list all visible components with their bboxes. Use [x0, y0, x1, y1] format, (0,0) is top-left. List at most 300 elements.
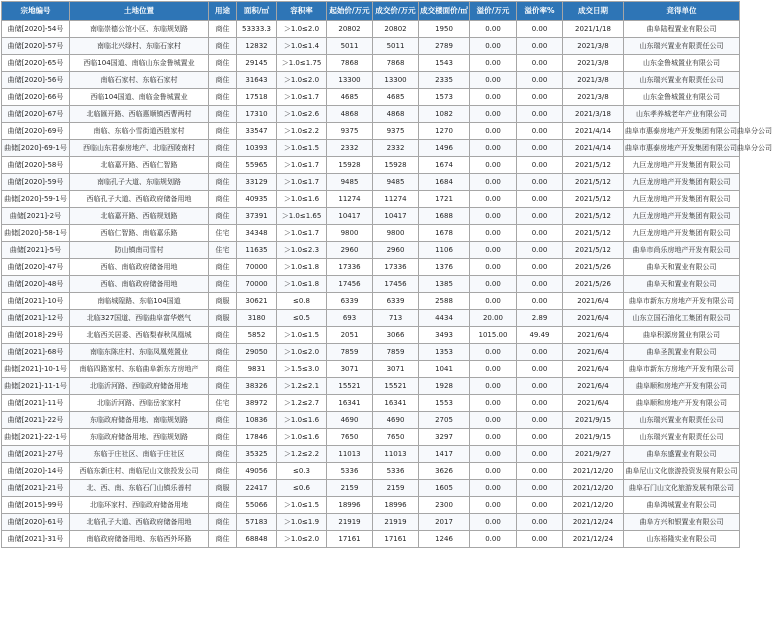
cell-land-use: 商住 — [209, 174, 237, 191]
cell-premium: 0.00 — [470, 208, 517, 225]
cell-deal-price: 7650 — [373, 429, 419, 446]
table-row — [2, 429, 740, 446]
cell-deal-date: 2021/6/4 — [563, 395, 624, 412]
cell-floor-price: 2335 — [419, 72, 470, 89]
cell-premium: 0.00 — [470, 140, 517, 157]
cell-area: 53333.3 — [237, 21, 277, 38]
cell-winning-bidder: 九巨龙房地产开发集团有限公司 — [624, 174, 740, 191]
table-row — [2, 395, 740, 412]
cell-area: 17518 — [237, 89, 277, 106]
cell-deal-date: 2021/3/8 — [563, 89, 624, 106]
cell-location: 南临政府储备用地、东临西外环路 — [70, 531, 209, 548]
cell-deal-price: 9485 — [373, 174, 419, 191]
cell-area: 34348 — [237, 225, 277, 242]
cell-premium: 0.00 — [470, 89, 517, 106]
cell-plot-ratio: ＞1.0≤1.6 — [277, 412, 327, 429]
cell-floor-price: 1353 — [419, 344, 470, 361]
cell-deal-price: 4868 — [373, 106, 419, 123]
table-row — [2, 38, 740, 55]
cell-starting-price: 5336 — [327, 463, 373, 480]
cell-plot-ratio: ＞1.0≤1.9 — [277, 514, 327, 531]
cell-location: 东临政府储备用地、南临规划路 — [70, 412, 209, 429]
cell-premium-rate: 0.00 — [517, 174, 563, 191]
cell-starting-price: 4685 — [327, 89, 373, 106]
cell-location: 北、西、南、东临石门山镇乐善村 — [70, 480, 209, 497]
cell-land-use: 商服 — [209, 310, 237, 327]
cell-area: 31643 — [237, 72, 277, 89]
table-row — [2, 514, 740, 531]
cell-deal-price: 18996 — [373, 497, 419, 514]
cell-land-use: 商住 — [209, 514, 237, 531]
column-header-land-use: 用途 — [209, 2, 237, 21]
cell-floor-price: 1376 — [419, 259, 470, 276]
cell-premium-rate: 0.00 — [517, 106, 563, 123]
cell-land-use: 商住 — [209, 208, 237, 225]
cell-starting-price: 2332 — [327, 140, 373, 157]
cell-area: 38326 — [237, 378, 277, 395]
cell-location: 南临四路家村、东临曲阜新东方房地产 — [70, 361, 209, 378]
cell-starting-price: 10417 — [327, 208, 373, 225]
cell-premium: 0.00 — [470, 157, 517, 174]
cell-location: 西临、南临政府储备用地 — [70, 259, 209, 276]
cell-location: 北临匯开路、西临惠顺镇西曹两村 — [70, 106, 209, 123]
cell-land-use: 商服 — [209, 480, 237, 497]
cell-floor-price: 1605 — [419, 480, 470, 497]
cell-deal-date: 2021/6/4 — [563, 327, 624, 344]
cell-premium-rate: 0.00 — [517, 276, 563, 293]
cell-floor-price: 1385 — [419, 276, 470, 293]
cell-area: 17846 — [237, 429, 277, 446]
cell-deal-price: 11274 — [373, 191, 419, 208]
cell-parcel-id: 曲储[2020]-56号 — [2, 72, 70, 89]
cell-premium-rate: 0.00 — [517, 259, 563, 276]
cell-premium: 0.00 — [470, 106, 517, 123]
cell-location: 防山镇南司雪村 — [70, 242, 209, 259]
cell-deal-price: 10417 — [373, 208, 419, 225]
cell-starting-price: 2159 — [327, 480, 373, 497]
cell-starting-price: 9800 — [327, 225, 373, 242]
cell-deal-date: 2021/12/24 — [563, 531, 624, 548]
table-row — [2, 21, 740, 38]
cell-premium-rate: 0.00 — [517, 395, 563, 412]
cell-area: 49056 — [237, 463, 277, 480]
cell-land-use: 商住 — [209, 191, 237, 208]
cell-floor-price: 4434 — [419, 310, 470, 327]
cell-winning-bidder: 九巨龙房地产开发集团有限公司 — [624, 208, 740, 225]
cell-deal-price: 713 — [373, 310, 419, 327]
cell-location: 北临环家村、西临政府储备用地 — [70, 497, 209, 514]
cell-area: 17310 — [237, 106, 277, 123]
cell-parcel-id: 曲储[2020]-58-1号 — [2, 225, 70, 242]
cell-area: 11635 — [237, 242, 277, 259]
cell-plot-ratio: ＞1.0≤1.5 — [277, 497, 327, 514]
cell-parcel-id: 曲储[2018]-29号 — [2, 327, 70, 344]
cell-premium: 0.00 — [470, 259, 517, 276]
column-header-premium-rate: 溢价率% — [517, 2, 563, 21]
table-row — [2, 123, 740, 140]
cell-deal-date: 2021/4/14 — [563, 123, 624, 140]
cell-deal-price: 5011 — [373, 38, 419, 55]
cell-location: 西临仁智路、南临嘉乐路 — [70, 225, 209, 242]
cell-parcel-id: 曲储[2020]-58号 — [2, 157, 70, 174]
cell-floor-price: 1674 — [419, 157, 470, 174]
cell-premium-rate: 0.00 — [517, 446, 563, 463]
cell-floor-price: 1543 — [419, 55, 470, 72]
cell-floor-price: 1928 — [419, 378, 470, 395]
cell-premium: 0.00 — [470, 463, 517, 480]
cell-area: 68848 — [237, 531, 277, 548]
table-row — [2, 378, 740, 395]
cell-parcel-id: 曲储[2021]-31号 — [2, 531, 70, 548]
cell-parcel-id: 曲储[2021]-11-1号 — [2, 378, 70, 395]
cell-land-use: 商住 — [209, 446, 237, 463]
cell-premium: 0.00 — [470, 480, 517, 497]
cell-starting-price: 17336 — [327, 259, 373, 276]
cell-floor-price: 1950 — [419, 21, 470, 38]
cell-deal-price: 21919 — [373, 514, 419, 531]
cell-starting-price: 3071 — [327, 361, 373, 378]
cell-floor-price: 1270 — [419, 123, 470, 140]
cell-deal-date: 2021/12/20 — [563, 463, 624, 480]
cell-deal-date: 2021/3/8 — [563, 55, 624, 72]
cell-plot-ratio: ＞1.0≤1.7 — [277, 157, 327, 174]
cell-plot-ratio: ＞1.0≤2.2 — [277, 123, 327, 140]
cell-deal-price: 17161 — [373, 531, 419, 548]
cell-parcel-id: 曲储[2020]-61号 — [2, 514, 70, 531]
cell-plot-ratio: ＞1.0≤1.7 — [277, 89, 327, 106]
cell-winning-bidder: 山东瑞兴置业有限责任公司 — [624, 412, 740, 429]
cell-premium: 0.00 — [470, 395, 517, 412]
cell-premium: 0.00 — [470, 531, 517, 548]
cell-parcel-id: 曲储[2020]-14号 — [2, 463, 70, 480]
cell-premium: 0.00 — [470, 497, 517, 514]
cell-premium-rate: 0.00 — [517, 361, 563, 378]
cell-deal-date: 2021/6/4 — [563, 361, 624, 378]
cell-starting-price: 17456 — [327, 276, 373, 293]
cell-land-use: 商住 — [209, 123, 237, 140]
cell-deal-price: 2332 — [373, 140, 419, 157]
cell-starting-price: 17161 — [327, 531, 373, 548]
cell-parcel-id: 曲储[2021]-27号 — [2, 446, 70, 463]
cell-winning-bidder: 曲阜市惠泰房地产开发集团有限公司曲阜分公司 — [624, 123, 740, 140]
cell-deal-date: 2021/5/12 — [563, 225, 624, 242]
cell-floor-price: 3626 — [419, 463, 470, 480]
cell-premium-rate: 0.00 — [517, 38, 563, 55]
cell-parcel-id: 曲储[2020]-69-1号 — [2, 140, 70, 157]
cell-plot-ratio: ＞1.2≤2.1 — [277, 378, 327, 395]
cell-winning-bidder: 曲阜方兴和银置业有限公司 — [624, 514, 740, 531]
cell-floor-price: 1573 — [419, 89, 470, 106]
cell-premium-rate: 0.00 — [517, 497, 563, 514]
cell-premium: 0.00 — [470, 276, 517, 293]
cell-location: 南临北兴绿村、东临石家村 — [70, 38, 209, 55]
cell-deal-price: 2159 — [373, 480, 419, 497]
cell-land-use: 商住 — [209, 378, 237, 395]
cell-premium: 20.00 — [470, 310, 517, 327]
cell-premium-rate: 2.89 — [517, 310, 563, 327]
cell-plot-ratio: ＞1.0≤2.3 — [277, 242, 327, 259]
cell-deal-date: 2021/3/8 — [563, 72, 624, 89]
cell-land-use: 商住 — [209, 157, 237, 174]
cell-premium: 0.00 — [470, 361, 517, 378]
cell-deal-date: 2021/9/15 — [563, 429, 624, 446]
cell-location: 南临崇德公馆小区、东临规划路 — [70, 21, 209, 38]
cell-starting-price: 7650 — [327, 429, 373, 446]
cell-deal-price: 20802 — [373, 21, 419, 38]
cell-area: 3180 — [237, 310, 277, 327]
cell-deal-price: 4690 — [373, 412, 419, 429]
cell-location: 北临沂河路、西临岳家家村 — [70, 395, 209, 412]
cell-land-use: 商住 — [209, 140, 237, 157]
cell-deal-date: 2021/5/12 — [563, 242, 624, 259]
cell-premium: 0.00 — [470, 242, 517, 259]
cell-deal-price: 16341 — [373, 395, 419, 412]
cell-land-use: 商住 — [209, 38, 237, 55]
cell-plot-ratio: ＞1.0≤1.75 — [277, 55, 327, 72]
cell-deal-date: 2021/5/12 — [563, 157, 624, 174]
cell-land-use: 商住 — [209, 531, 237, 548]
table-body — [2, 21, 772, 548]
cell-floor-price: 1678 — [419, 225, 470, 242]
cell-area: 5852 — [237, 327, 277, 344]
cell-premium-rate: 0.00 — [517, 463, 563, 480]
cell-deal-price: 2960 — [373, 242, 419, 259]
cell-plot-ratio: ＞1.0≤2.6 — [277, 106, 327, 123]
cell-plot-ratio: ＞1.2≤2.7 — [277, 395, 327, 412]
cell-deal-price: 11013 — [373, 446, 419, 463]
cell-parcel-id: 曲储[2020]-69号 — [2, 123, 70, 140]
cell-deal-price: 9375 — [373, 123, 419, 140]
cell-deal-price: 13300 — [373, 72, 419, 89]
cell-area: 55965 — [237, 157, 277, 174]
cell-deal-date: 2021/5/12 — [563, 208, 624, 225]
cell-premium: 0.00 — [470, 55, 517, 72]
cell-premium-rate: 0.00 — [517, 21, 563, 38]
cell-area: 33547 — [237, 123, 277, 140]
cell-plot-ratio: ≤0.5 — [277, 310, 327, 327]
cell-starting-price: 2051 — [327, 327, 373, 344]
cell-starting-price: 11274 — [327, 191, 373, 208]
cell-deal-price: 7859 — [373, 344, 419, 361]
cell-parcel-id: 曲储[2020]-67号 — [2, 106, 70, 123]
table-row — [2, 225, 740, 242]
cell-premium-rate: 0.00 — [517, 123, 563, 140]
cell-area: 57183 — [237, 514, 277, 531]
cell-land-use: 商住 — [209, 89, 237, 106]
column-header-winning-bidder: 竞得单位 — [624, 2, 740, 21]
cell-area: 29145 — [237, 55, 277, 72]
cell-starting-price: 4690 — [327, 412, 373, 429]
cell-winning-bidder: 山东立国石油化工集团有限公司 — [624, 310, 740, 327]
cell-plot-ratio: ＞1.0≤1.6 — [277, 429, 327, 446]
column-header-floor-price: 成交楼面价/㎡ — [419, 2, 470, 21]
cell-floor-price: 1721 — [419, 191, 470, 208]
cell-land-use: 商住 — [209, 55, 237, 72]
cell-parcel-id: 曲储[2015]-99号 — [2, 497, 70, 514]
cell-winning-bidder: 曲阜尼山文化旅游投资发展有限公司 — [624, 463, 740, 480]
cell-plot-ratio: ≤0.8 — [277, 293, 327, 310]
cell-winning-bidder: 山东瑞兴置业有限责任公司 — [624, 38, 740, 55]
cell-premium-rate: 0.00 — [517, 208, 563, 225]
table-row — [2, 72, 740, 89]
cell-floor-price: 1688 — [419, 208, 470, 225]
table-row — [2, 259, 740, 276]
cell-premium-rate: 0.00 — [517, 429, 563, 446]
cell-parcel-id: 曲储[2021]-12号 — [2, 310, 70, 327]
cell-floor-price: 1684 — [419, 174, 470, 191]
cell-deal-date: 2021/12/24 — [563, 514, 624, 531]
cell-land-use: 住宅 — [209, 395, 237, 412]
cell-premium-rate: 0.00 — [517, 72, 563, 89]
table-header-row — [2, 2, 740, 21]
cell-area: 37391 — [237, 208, 277, 225]
cell-premium: 0.00 — [470, 191, 517, 208]
cell-winning-bidder: 九巨龙房地产开发集团有限公司 — [624, 225, 740, 242]
cell-premium-rate: 0.00 — [517, 89, 563, 106]
cell-parcel-id: 曲储[2021]-22号 — [2, 412, 70, 429]
cell-plot-ratio: ＞1.0≤1.4 — [277, 38, 327, 55]
cell-parcel-id: 曲储[2021]-5号 — [2, 242, 70, 259]
cell-winning-bidder: 曲阜积源房置业有限公司 — [624, 327, 740, 344]
cell-winning-bidder: 山东金鲁城置业有限公司 — [624, 89, 740, 106]
cell-plot-ratio: ＞1.0≤2.0 — [277, 21, 327, 38]
table-row — [2, 412, 740, 429]
cell-land-use: 住宅 — [209, 225, 237, 242]
cell-winning-bidder: 曲阜石门山文化旅游发展有限公司 — [624, 480, 740, 497]
cell-winning-bidder: 曲阜市新东方房地产开发有限公司 — [624, 361, 740, 378]
cell-land-use: 商住 — [209, 463, 237, 480]
table-row — [2, 446, 740, 463]
cell-area: 40935 — [237, 191, 277, 208]
cell-area: 55066 — [237, 497, 277, 514]
cell-premium-rate: 0.00 — [517, 140, 563, 157]
cell-floor-price: 1417 — [419, 446, 470, 463]
cell-premium: 0.00 — [470, 38, 517, 55]
cell-winning-bidder: 曲阜鸿城置业有限公司 — [624, 497, 740, 514]
cell-plot-ratio: ＞1.0≤1.65 — [277, 208, 327, 225]
cell-premium-rate: 0.00 — [517, 225, 563, 242]
cell-deal-price: 15928 — [373, 157, 419, 174]
cell-land-use: 商服 — [209, 293, 237, 310]
cell-land-use: 商住 — [209, 361, 237, 378]
cell-plot-ratio: ≤0.3 — [277, 463, 327, 480]
cell-winning-bidder: 山东金鲁城置业有限公司 — [624, 55, 740, 72]
cell-deal-date: 2021/5/26 — [563, 276, 624, 293]
cell-deal-price: 15521 — [373, 378, 419, 395]
cell-premium-rate: 0.00 — [517, 242, 563, 259]
cell-starting-price: 13300 — [327, 72, 373, 89]
cell-floor-price: 1082 — [419, 106, 470, 123]
cell-deal-date: 2021/5/26 — [563, 259, 624, 276]
cell-premium-rate: 0.00 — [517, 55, 563, 72]
cell-land-use: 商住 — [209, 429, 237, 446]
cell-deal-price: 9800 — [373, 225, 419, 242]
table-row — [2, 106, 740, 123]
table-row — [2, 140, 740, 157]
cell-starting-price: 7868 — [327, 55, 373, 72]
cell-deal-price: 17336 — [373, 259, 419, 276]
cell-plot-ratio: ＞1.0≤1.7 — [277, 225, 327, 242]
table-row — [2, 327, 740, 344]
cell-floor-price: 2588 — [419, 293, 470, 310]
land-transaction-table — [1, 1, 772, 548]
cell-premium: 0.00 — [470, 412, 517, 429]
cell-location: 北临嘉开路、西临仁智路 — [70, 157, 209, 174]
cell-location: 南临石家村、东临石家村 — [70, 72, 209, 89]
table-row — [2, 242, 740, 259]
cell-starting-price: 9375 — [327, 123, 373, 140]
cell-floor-price: 1553 — [419, 395, 470, 412]
cell-starting-price: 693 — [327, 310, 373, 327]
cell-premium: 0.00 — [470, 174, 517, 191]
cell-floor-price: 2300 — [419, 497, 470, 514]
cell-winning-bidder: 山东裕隆实业有限公司 — [624, 531, 740, 548]
cell-deal-price: 7868 — [373, 55, 419, 72]
cell-plot-ratio: ＞1.0≤1.8 — [277, 259, 327, 276]
cell-winning-bidder: 曲阜市新东方房地产开发有限公司 — [624, 293, 740, 310]
cell-deal-date: 2021/3/18 — [563, 106, 624, 123]
cell-premium-rate: 0.00 — [517, 531, 563, 548]
cell-land-use: 商住 — [209, 497, 237, 514]
cell-plot-ratio: ＞1.0≤2.0 — [277, 344, 327, 361]
cell-winning-bidder: 山东孝养城老年产业有限公司 — [624, 106, 740, 123]
cell-starting-price: 15521 — [327, 378, 373, 395]
cell-premium: 0.00 — [470, 21, 517, 38]
cell-premium: 0.00 — [470, 378, 517, 395]
cell-location: 南临东陈庄村、东临凤凰苑置业 — [70, 344, 209, 361]
cell-premium: 0.00 — [470, 225, 517, 242]
cell-premium-rate: 0.00 — [517, 480, 563, 497]
cell-parcel-id: 曲储[2021]-10号 — [2, 293, 70, 310]
cell-premium-rate: 0.00 — [517, 412, 563, 429]
cell-location: 西临、南临政府储备用地 — [70, 276, 209, 293]
table-row — [2, 361, 740, 378]
cell-deal-date: 2021/5/12 — [563, 174, 624, 191]
cell-winning-bidder: 九巨龙房地产开发集团有限公司 — [624, 157, 740, 174]
cell-premium: 0.00 — [470, 429, 517, 446]
cell-floor-price: 2705 — [419, 412, 470, 429]
cell-parcel-id: 曲储[2021]-11号 — [2, 395, 70, 412]
cell-floor-price: 3297 — [419, 429, 470, 446]
table-row — [2, 191, 740, 208]
cell-starting-price: 18996 — [327, 497, 373, 514]
cell-plot-ratio: ＞1.2≤2.2 — [277, 446, 327, 463]
cell-starting-price: 6339 — [327, 293, 373, 310]
cell-plot-ratio: ＞1.0≤1.7 — [277, 174, 327, 191]
cell-premium: 0.00 — [470, 344, 517, 361]
cell-area: 22417 — [237, 480, 277, 497]
cell-premium-rate: 0.00 — [517, 191, 563, 208]
cell-area: 70000 — [237, 276, 277, 293]
cell-floor-price: 3493 — [419, 327, 470, 344]
column-header-area: 面积/㎡ — [237, 2, 277, 21]
cell-plot-ratio: ＞1.0≤1.5 — [277, 327, 327, 344]
cell-deal-date: 2021/6/4 — [563, 310, 624, 327]
cell-area: 9831 — [237, 361, 277, 378]
cell-starting-price: 11013 — [327, 446, 373, 463]
cell-location: 西临104国道、南临山东金鲁城置业 — [70, 55, 209, 72]
cell-parcel-id: 曲储[2020]-48号 — [2, 276, 70, 293]
cell-land-use: 商住 — [209, 72, 237, 89]
table-row — [2, 293, 740, 310]
column-header-deal-date: 成交日期 — [563, 2, 624, 21]
cell-premium: 0.00 — [470, 514, 517, 531]
cell-deal-date: 2021/9/15 — [563, 412, 624, 429]
cell-premium-rate: 49.49 — [517, 327, 563, 344]
cell-floor-price: 1496 — [419, 140, 470, 157]
cell-deal-date: 2021/6/4 — [563, 344, 624, 361]
cell-parcel-id: 曲储[2021]-2号 — [2, 208, 70, 225]
